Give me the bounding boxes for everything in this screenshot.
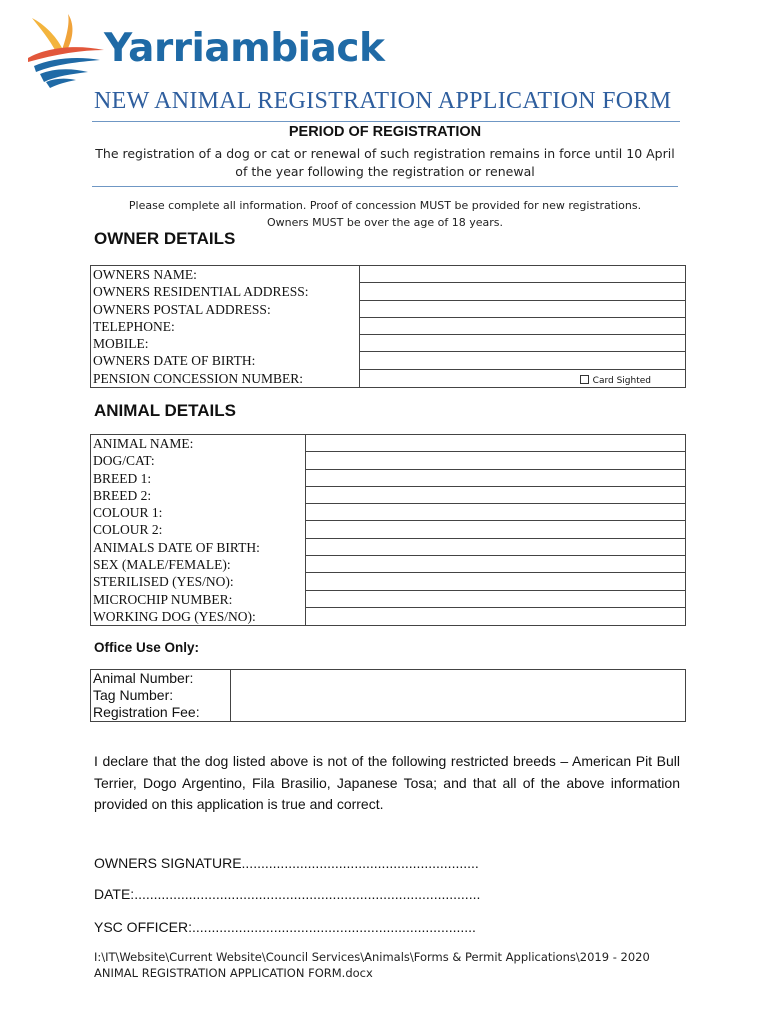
animal-field-label: ANIMALS DATE OF BIRTH: — [93, 539, 260, 555]
owner-details-table — [90, 265, 686, 388]
owner-inputs-column — [360, 266, 686, 388]
animal-field-label: ANIMAL NAME: — [93, 436, 194, 451]
owner-labels-column — [91, 266, 360, 388]
owner-signature-line[interactable]: OWNERS SIGNATURE............................................................. — [94, 855, 479, 871]
office-use-title: Office Use Only: — [94, 640, 200, 655]
animal-field-label: BREED 1: — [93, 470, 152, 486]
animal-field-label: COLOUR 1: — [93, 505, 163, 521]
owner-field-label: PENSION CONCESSION NUMBER: — [93, 370, 304, 386]
animal-name-input[interactable] — [306, 435, 685, 452]
office-use-table — [90, 669, 686, 722]
animal-field-label: WORKING DOG (YES/NO): — [93, 608, 256, 624]
footer-path-line-2: ANIMAL REGISTRATION APPLICATION FORM.docx — [94, 966, 373, 980]
animal-dob-input[interactable] — [306, 539, 685, 556]
period-heading: PERIOD OF REGISTRATION — [288, 124, 482, 140]
animal-inputs-column — [306, 435, 686, 626]
working-dog-input[interactable] — [306, 608, 685, 625]
animal-field-label: BREED 2: — [93, 487, 152, 503]
brand-name: Yarriambiack — [104, 26, 385, 71]
owner-field-label: TELEPHONE: — [93, 318, 175, 334]
animal-field-label: COLOUR 2: — [93, 522, 163, 538]
animal-field-label: MICROCHIP NUMBER: — [93, 591, 233, 607]
period-line-2: of the year following the registration or renewal — [235, 164, 535, 179]
instructions-line-2: Owners MUST be over the age of 18 years. — [266, 216, 504, 229]
instructions — [80, 197, 690, 231]
period-description — [80, 145, 690, 181]
logo-emblem-icon — [26, 12, 106, 90]
footer-path-line-1: I:\IT\Website\Current Website\Council Services\Animals\Forms & Permit Applications\2019 - 2020 — [94, 950, 650, 964]
office-use-input[interactable] — [231, 670, 686, 722]
animal-labels-column — [91, 435, 306, 626]
owner-name-input[interactable] — [360, 266, 685, 283]
animal-field-label: DOG/CAT: — [93, 453, 155, 469]
mobile-input[interactable] — [360, 335, 685, 352]
yarriambiack-logo — [26, 12, 396, 90]
office-field-label: Tag Number: — [93, 687, 174, 703]
owner-postal-address-input[interactable] — [360, 301, 685, 318]
colour-1-input[interactable] — [306, 504, 685, 521]
animal-details-title: ANIMAL DETAILS — [94, 401, 236, 420]
footer-file-path — [94, 949, 714, 981]
card-sighted-checkbox[interactable] — [580, 375, 651, 386]
owner-field-label: OWNERS DATE OF BIRTH: — [93, 353, 256, 369]
microchip-number-input[interactable] — [306, 591, 685, 608]
office-field-label: Registration Fee: — [93, 704, 200, 720]
owner-field-label: OWNERS RESIDENTIAL ADDRESS: — [93, 284, 309, 300]
animal-field-label: STERILISED (YES/NO): — [93, 574, 234, 590]
checkbox-icon — [580, 375, 589, 384]
owner-field-label: OWNERS NAME: — [93, 267, 197, 282]
colour-2-input[interactable] — [306, 521, 685, 538]
instructions-line-1: Please complete all information. Proof of concession MUST be provided for new registrations. — [128, 199, 642, 212]
sterilised-input[interactable] — [306, 573, 685, 590]
breed-2-input[interactable] — [306, 487, 685, 504]
period-divider — [92, 186, 678, 187]
ysc-officer-line[interactable]: YSC OFFICER:......................................................................... — [94, 919, 476, 935]
animal-details-table — [90, 434, 686, 626]
owner-residential-address-input[interactable] — [360, 283, 685, 300]
animal-field-label: SEX (MALE/FEMALE): — [93, 557, 231, 573]
owner-details-title: OWNER DETAILS — [94, 229, 236, 248]
title-divider — [92, 121, 680, 122]
period-line-1: The registration of a dog or cat or renewal of such registration remains in force until 10 April — [95, 146, 675, 161]
sex-input[interactable] — [306, 556, 685, 573]
office-labels-column — [91, 670, 231, 722]
telephone-input[interactable] — [360, 318, 685, 335]
owner-field-label: OWNERS POSTAL ADDRESS: — [93, 301, 271, 317]
owner-field-label: MOBILE: — [93, 336, 149, 352]
card-sighted-label: Card Sighted — [592, 376, 651, 387]
office-field-label: Animal Number: — [93, 670, 194, 686]
breed-1-input[interactable] — [306, 470, 685, 487]
page-title: NEW ANIMAL REGISTRATION APPLICATION FORM — [94, 88, 672, 114]
owner-dob-input[interactable] — [360, 352, 685, 369]
date-line[interactable]: DATE:......................................................................................... — [94, 886, 481, 902]
declaration-text: I declare that the dog listed above is not of the following restricted breeds – American Pit Bull Terrier, Dogo Argentino, Fila Brasilio, Japanese Tosa; and that all of the above information provided on this application is true and correct. — [94, 753, 680, 812]
dog-cat-input[interactable] — [306, 452, 685, 469]
